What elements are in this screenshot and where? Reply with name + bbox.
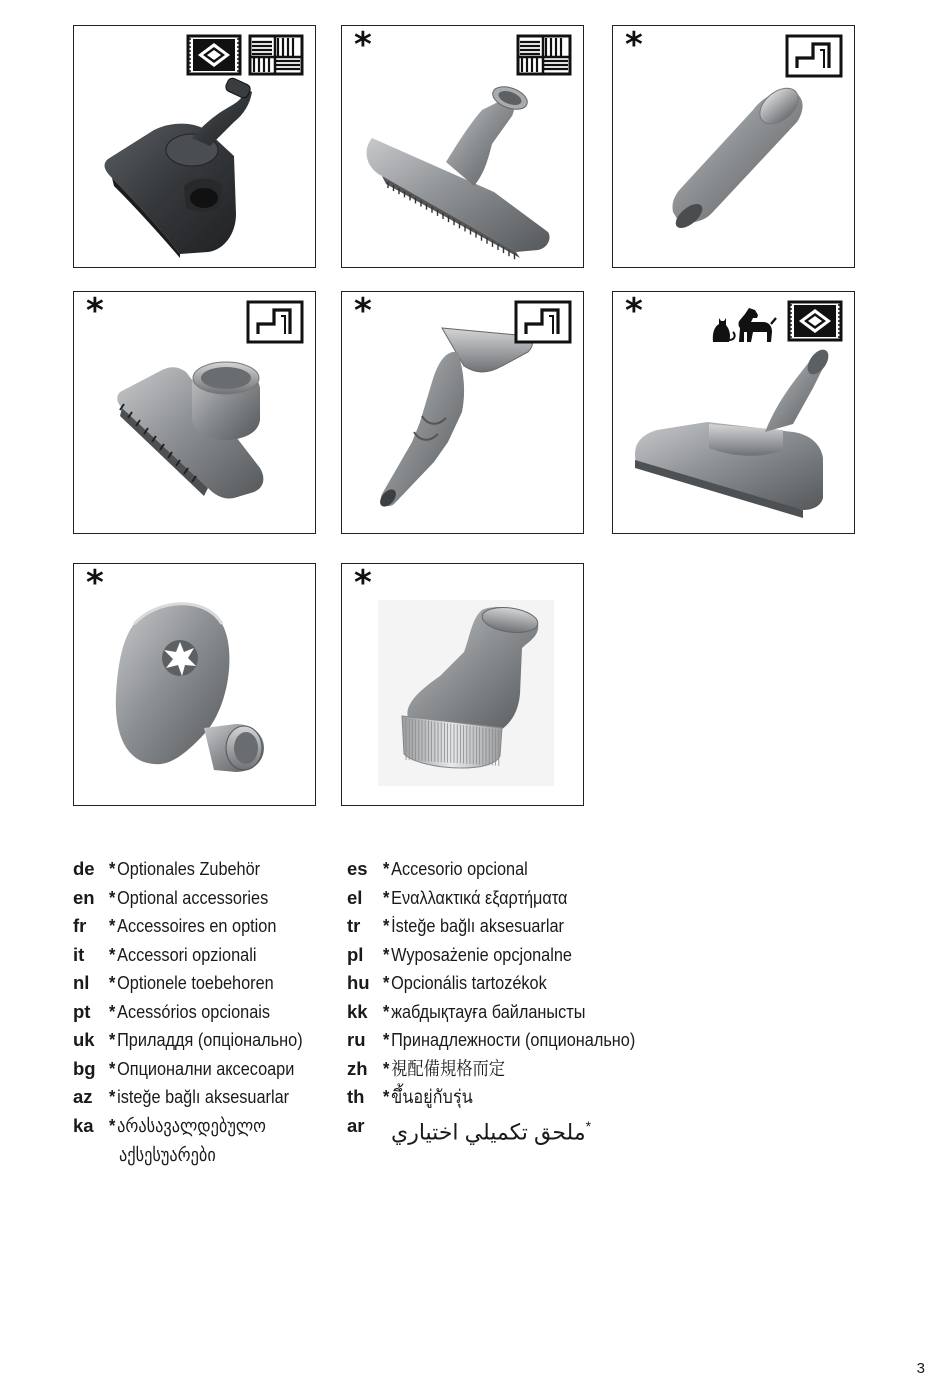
optional-asterisk: *: [383, 1086, 390, 1107]
language-code: ru: [347, 1029, 366, 1050]
language-code: de: [73, 858, 95, 879]
legend-text: [383, 972, 547, 994]
language-code: hu: [347, 972, 370, 993]
accessory-panel-crevice-nozzle-short: [612, 25, 855, 268]
legend-text-value: Opcionális tartozékok: [391, 972, 547, 993]
language-code: pt: [73, 1000, 91, 1022]
language-code: nl: [73, 972, 90, 993]
legend-text-value: İsteğe bağlı aksesuarlar: [391, 915, 564, 936]
language-code: ka: [73, 1114, 94, 1136]
language-code: uk: [73, 1029, 95, 1050]
accessory-panel-upholstery-nozzle: [73, 291, 316, 534]
legend-text: [383, 1058, 505, 1080]
optional-asterisk: *: [383, 915, 390, 936]
optional-asterisk: *: [383, 972, 390, 993]
optional-asterisk: *: [354, 25, 372, 65]
legend-text-value: Optionales Zubehör: [117, 858, 261, 879]
legend-text-value: ขึ้นอยู่กับรุ่น: [391, 1086, 473, 1107]
legend-text-value: Εναλλακτικά εξαρτήματα: [391, 886, 568, 908]
crevice-nozzle-short-illustration: [613, 26, 856, 269]
drilling-dust-nozzle-illustration: [74, 564, 317, 807]
legend-text: [109, 1086, 289, 1108]
legend-text-value: Acessórios opcionais: [117, 1000, 271, 1022]
legend-text: [383, 858, 528, 880]
optional-asterisk: *: [585, 1117, 592, 1134]
optional-asterisk: *: [625, 291, 643, 331]
legend-text-value: არასავალდებულო: [117, 1114, 266, 1136]
legend-text: [391, 1115, 591, 1143]
legend-text: [383, 915, 564, 937]
language-code: th: [347, 1086, 365, 1107]
legend-text: [109, 972, 274, 994]
language-code: pl: [347, 943, 364, 965]
legend-text: [109, 858, 260, 880]
language-code: it: [73, 943, 85, 965]
legend-text: [109, 944, 256, 966]
legend-text-value: 視配備規格而定: [391, 1057, 506, 1079]
legend-text-value: Optionele toebehoren: [117, 972, 274, 993]
language-code: en: [73, 886, 95, 908]
flexible-crevice-nozzle-illustration: [342, 292, 585, 535]
upholstery-chair-icon: [248, 302, 302, 342]
optional-asterisk: *: [354, 291, 372, 331]
language-code: zh: [347, 1057, 368, 1079]
page-number: 3: [916, 1360, 925, 1377]
optional-asterisk: *: [109, 972, 116, 993]
optional-asterisk: *: [109, 1000, 116, 1022]
cat-dog-icon: [713, 308, 776, 342]
legend-text-value: ملحق تكميلي اختياري: [391, 1118, 586, 1144]
pet-hair-nozzle-illustration: [613, 292, 856, 535]
dusting-brush-illustration: [342, 564, 585, 807]
legend-text-continued: აქსესუარები: [119, 1143, 216, 1165]
optional-asterisk: *: [86, 291, 104, 331]
language-code: az: [73, 1086, 93, 1107]
optional-asterisk: *: [625, 25, 643, 65]
optional-asterisk: *: [86, 563, 104, 603]
floor-nozzle-combi-illustration: [74, 26, 317, 269]
accessory-panel-floor-nozzle-combi: [73, 25, 316, 268]
hard-floor-parquet-icon: [518, 36, 570, 74]
legend-text: [109, 887, 268, 909]
accessory-panel-pet-hair-nozzle: [612, 291, 855, 534]
optional-asterisk: *: [109, 915, 116, 936]
upholstery-nozzle-illustration: [74, 292, 317, 535]
legend-text-value: Accessoires en option: [117, 915, 277, 936]
optional-asterisk: *: [383, 1057, 390, 1079]
legend-text: [383, 1001, 585, 1023]
language-code: tr: [347, 915, 361, 936]
optional-asterisk: *: [109, 858, 116, 879]
legend-text-value: жабдықтауға байланысты: [391, 1000, 586, 1022]
optional-asterisk: *: [354, 563, 372, 603]
legend-text: [109, 1029, 303, 1051]
optional-asterisk: *: [109, 1086, 116, 1107]
language-code: kk: [347, 1000, 368, 1022]
carpet-icon: [788, 302, 842, 340]
legend-text-value: Optional accessories: [117, 886, 269, 908]
optional-asterisk: *: [109, 1114, 116, 1136]
legend-text: [109, 1001, 270, 1023]
optional-asterisk: *: [383, 858, 390, 879]
legend-text-value: Опционални аксесоари: [117, 1057, 295, 1079]
accessory-panel-drilling-dust-nozzle: [73, 563, 316, 806]
legend-text: [383, 1029, 635, 1051]
carpet-icon: [187, 36, 241, 74]
language-code: bg: [73, 1057, 96, 1079]
legend-text-value: Приладдя (опціонально): [117, 1029, 303, 1050]
accessory-panel-parquet-brush: [341, 25, 584, 268]
language-code: es: [347, 858, 368, 879]
legend-text: [383, 1086, 473, 1108]
legend-text: [109, 1058, 294, 1080]
optional-asterisk: *: [109, 1057, 116, 1079]
language-code: el: [347, 886, 363, 908]
legend-text: [109, 1115, 266, 1137]
legend-text: [383, 887, 567, 909]
legend-text-value: Wyposażenie opcjonalne: [391, 943, 572, 965]
hard-floor-parquet-icon: [250, 36, 302, 74]
accessory-panel-dusting-brush: [341, 563, 584, 806]
legend-text: [109, 915, 276, 937]
legend-text-value: Accessori opzionali: [117, 943, 257, 965]
accessory-panel-flexible-crevice-nozzle: [341, 291, 584, 534]
optional-asterisk: *: [383, 1000, 390, 1022]
optional-asterisk: *: [383, 943, 390, 965]
optional-asterisk: *: [109, 886, 116, 908]
legend-text-value: Принадлежности (опционально): [391, 1029, 636, 1050]
upholstery-chair-icon: [516, 302, 570, 342]
optional-asterisk: *: [109, 1029, 116, 1050]
optional-asterisk: *: [109, 943, 116, 965]
upholstery-chair-icon: [787, 36, 841, 76]
legend-text-value: isteğe bağlı aksesuarlar: [117, 1086, 290, 1107]
legend-text-value: Accesorio opcional: [391, 858, 528, 879]
optional-asterisk: *: [383, 886, 390, 908]
optional-asterisk: *: [383, 1029, 390, 1050]
legend-text: [383, 944, 572, 966]
language-code: ar: [347, 1114, 365, 1136]
language-code: fr: [73, 915, 87, 936]
parquet-brush-illustration: [342, 26, 585, 269]
